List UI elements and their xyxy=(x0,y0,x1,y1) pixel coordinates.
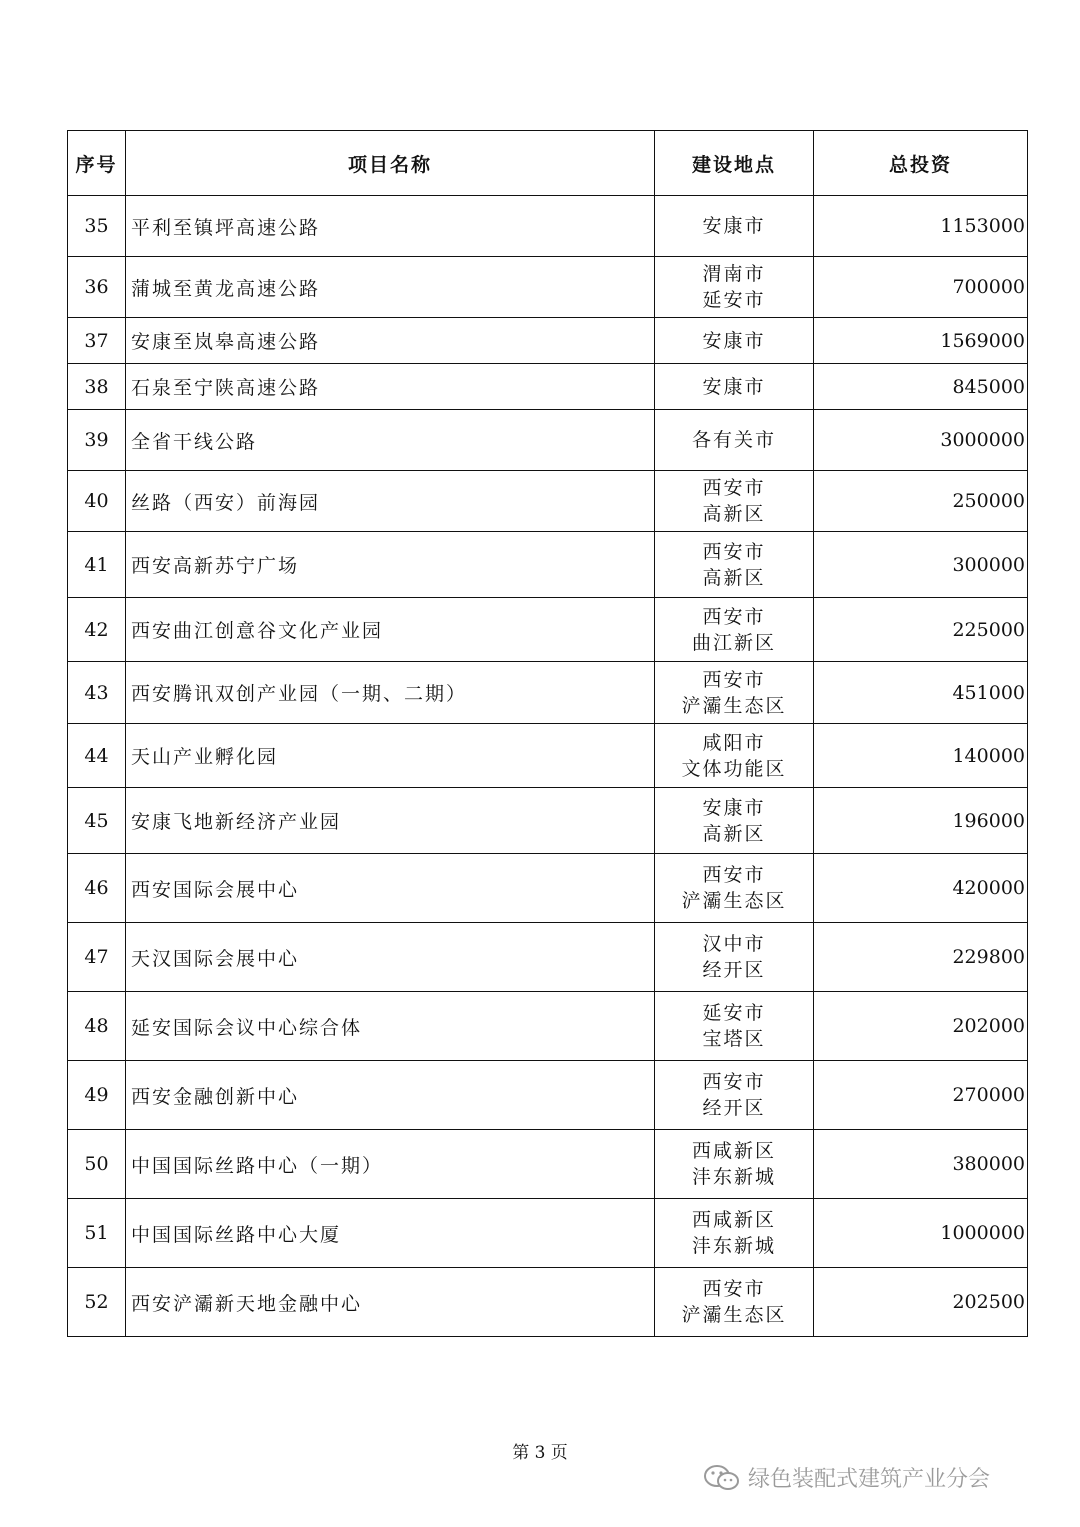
project-location xyxy=(655,598,814,662)
row-number: 40 xyxy=(68,471,126,532)
project-name: 西安腾讯双创产业园（一期、二期） xyxy=(126,662,655,724)
table-row xyxy=(68,364,1028,410)
total-investment: 3000000 xyxy=(814,410,1028,471)
total-investment: 140000 xyxy=(814,724,1028,788)
table-header-row xyxy=(68,131,1028,196)
total-investment: 225000 xyxy=(814,598,1028,662)
row-number: 49 xyxy=(68,1061,126,1130)
location-line: 经开区 xyxy=(702,959,766,981)
table-row xyxy=(68,1061,1028,1130)
row-number: 42 xyxy=(68,598,126,662)
project-name: 中国国际丝路中心（一期） xyxy=(126,1130,655,1199)
project-location xyxy=(655,854,814,923)
row-number: 52 xyxy=(68,1268,126,1337)
row-number: 51 xyxy=(68,1199,126,1268)
page-number: 第 3 页 xyxy=(512,1443,568,1463)
location-line: 延安市 xyxy=(702,289,766,311)
total-investment: 300000 xyxy=(814,532,1028,598)
location-line: 安康市 xyxy=(702,215,766,237)
table-row xyxy=(68,788,1028,854)
project-location xyxy=(655,532,814,598)
location-line: 宝塔区 xyxy=(702,1028,766,1050)
row-number: 35 xyxy=(68,196,126,257)
project-name: 安康飞地新经济产业园 xyxy=(126,788,655,854)
table-row xyxy=(68,1268,1028,1337)
table-row xyxy=(68,257,1028,318)
total-investment: 1000000 xyxy=(814,1199,1028,1268)
investment-table xyxy=(67,130,1028,1337)
header-location: 建设地点 xyxy=(655,131,814,196)
location-line: 安康市 xyxy=(702,329,766,352)
table-row xyxy=(68,724,1028,788)
location-line: 延安市 xyxy=(702,1002,766,1024)
total-investment: 845000 xyxy=(814,364,1028,410)
row-number: 41 xyxy=(68,532,126,598)
project-location xyxy=(655,788,814,854)
project-location xyxy=(655,410,814,471)
project-location xyxy=(655,992,814,1061)
header-no: 序号 xyxy=(68,131,126,196)
project-name: 延安国际会议中心综合体 xyxy=(126,992,655,1061)
project-location xyxy=(655,257,814,318)
project-location xyxy=(655,662,814,724)
project-name: 天汉国际会展中心 xyxy=(126,923,655,992)
location-line: 各有关市 xyxy=(691,429,776,451)
location-line: 西安市 xyxy=(702,605,766,628)
location-line: 沣东新城 xyxy=(691,1235,776,1257)
project-name: 西安金融创新中心 xyxy=(126,1061,655,1130)
location-line: 文体功能区 xyxy=(681,757,787,780)
total-investment: 1569000 xyxy=(814,318,1028,364)
location-line: 浐灞生态区 xyxy=(681,1304,787,1326)
project-name: 全省干线公路 xyxy=(126,410,655,471)
row-number: 39 xyxy=(68,410,126,471)
location-line: 经开区 xyxy=(702,1097,766,1119)
table-row xyxy=(68,318,1028,364)
table-row xyxy=(68,923,1028,992)
total-investment: 202500 xyxy=(814,1268,1028,1337)
project-name: 西安曲江创意谷文化产业园 xyxy=(126,598,655,662)
row-number: 36 xyxy=(68,257,126,318)
total-investment: 1153000 xyxy=(814,196,1028,257)
location-line: 西安市 xyxy=(702,477,766,499)
location-line: 西安市 xyxy=(702,1278,766,1300)
project-name: 石泉至宁陕高速公路 xyxy=(126,364,655,410)
project-name: 天山产业孵化园 xyxy=(126,724,655,788)
location-line: 浐灞生态区 xyxy=(681,890,787,912)
table-row xyxy=(68,196,1028,257)
location-line: 安康市 xyxy=(702,375,766,398)
project-name: 西安高新苏宁广场 xyxy=(126,532,655,598)
table-row xyxy=(68,1199,1028,1268)
table-row xyxy=(68,854,1028,923)
project-name: 安康至岚皋高速公路 xyxy=(126,318,655,364)
location-line: 渭南市 xyxy=(702,263,766,285)
table-row xyxy=(68,410,1028,471)
location-line: 西咸新区 xyxy=(691,1140,776,1162)
project-name: 西安国际会展中心 xyxy=(126,854,655,923)
total-investment: 196000 xyxy=(814,788,1028,854)
project-location xyxy=(655,471,814,532)
table-row xyxy=(68,662,1028,724)
table-row xyxy=(68,1130,1028,1199)
total-investment: 451000 xyxy=(814,662,1028,724)
wechat-icon xyxy=(702,1463,742,1493)
project-location xyxy=(655,318,814,364)
watermark xyxy=(702,1462,990,1493)
location-line: 西安市 xyxy=(702,540,766,563)
location-line: 西安市 xyxy=(702,864,766,886)
header-name: 项目名称 xyxy=(126,131,655,196)
total-investment: 229800 xyxy=(814,923,1028,992)
project-location xyxy=(655,1130,814,1199)
location-line: 沣东新城 xyxy=(691,1166,776,1188)
location-line: 曲江新区 xyxy=(691,631,776,654)
total-investment: 420000 xyxy=(814,854,1028,923)
project-name: 平利至镇坪高速公路 xyxy=(126,196,655,257)
project-location xyxy=(655,923,814,992)
project-name: 中国国际丝路中心大厦 xyxy=(126,1199,655,1268)
location-line: 高新区 xyxy=(702,566,766,589)
total-investment: 380000 xyxy=(814,1130,1028,1199)
project-name: 西安浐灞新天地金融中心 xyxy=(126,1268,655,1337)
watermark-text: 绿色装配式建筑产业分会 xyxy=(748,1467,991,1492)
project-name: 丝路（西安）前海园 xyxy=(126,471,655,532)
table-row xyxy=(68,992,1028,1061)
row-number: 44 xyxy=(68,724,126,788)
table-row xyxy=(68,471,1028,532)
location-line: 咸阳市 xyxy=(702,731,766,754)
row-number: 48 xyxy=(68,992,126,1061)
location-line: 汉中市 xyxy=(702,933,766,955)
table-body xyxy=(68,196,1028,1337)
project-location xyxy=(655,1199,814,1268)
location-line: 西安市 xyxy=(702,1071,766,1093)
total-investment: 700000 xyxy=(814,257,1028,318)
project-location xyxy=(655,1268,814,1337)
project-location xyxy=(655,364,814,410)
table-row xyxy=(68,598,1028,662)
row-number: 45 xyxy=(68,788,126,854)
location-line: 高新区 xyxy=(702,503,766,525)
row-number: 37 xyxy=(68,318,126,364)
project-location xyxy=(655,1061,814,1130)
total-investment: 250000 xyxy=(814,471,1028,532)
location-line: 西安市 xyxy=(702,668,766,691)
row-number: 46 xyxy=(68,854,126,923)
row-number: 38 xyxy=(68,364,126,410)
total-investment: 202000 xyxy=(814,992,1028,1061)
project-location xyxy=(655,196,814,257)
total-investment: 270000 xyxy=(814,1061,1028,1130)
location-line: 高新区 xyxy=(702,822,766,845)
location-line: 浐灞生态区 xyxy=(681,694,787,717)
location-line: 西咸新区 xyxy=(691,1209,776,1231)
header-investment: 总投资 xyxy=(814,131,1028,196)
row-number: 47 xyxy=(68,923,126,992)
project-name: 蒲城至黄龙高速公路 xyxy=(126,257,655,318)
table-row xyxy=(68,532,1028,598)
location-line: 安康市 xyxy=(702,796,766,819)
project-location xyxy=(655,724,814,788)
row-number: 43 xyxy=(68,662,126,724)
row-number: 50 xyxy=(68,1130,126,1199)
